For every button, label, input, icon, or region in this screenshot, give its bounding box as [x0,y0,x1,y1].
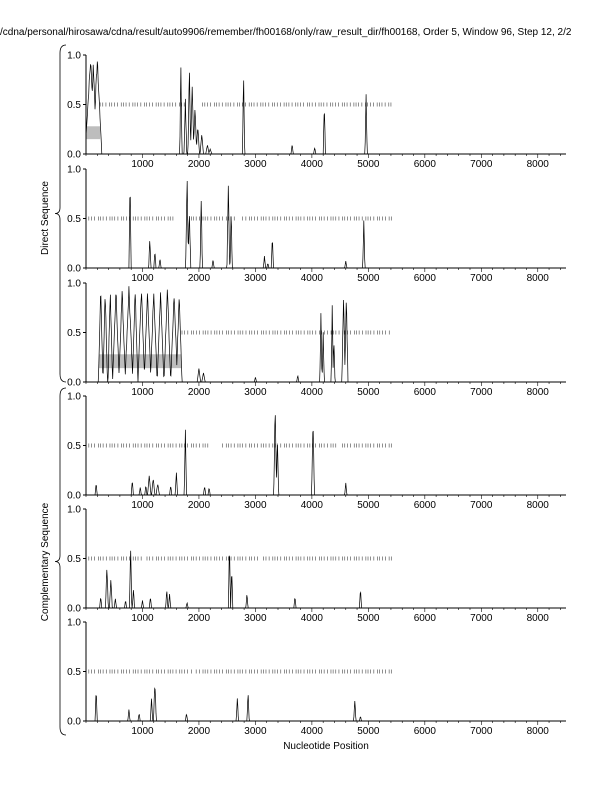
complementary-sequence-brace [55,388,66,735]
panel-2-x-tick-label: 4000 [300,273,324,284]
panel-3-x-tick-label: 8000 [526,387,549,398]
panel-5-x-tick-label: 5000 [357,613,380,624]
panel-4-x-tick-label: 1000 [131,500,154,511]
panel-6-y-tick-label: 0.0 [67,716,81,728]
panel-2-score-line [86,181,566,268]
panel-2-x-tick-label: 8000 [526,273,549,284]
panel-1-x-tick-label: 7000 [470,159,493,170]
panel-5-x-tick-label: 6000 [413,613,436,624]
chart-panels [67,51,566,738]
x-axis-label: Nucleotide Position [283,741,369,752]
panel-2-x-tick-label: 5000 [357,273,380,284]
panel-3-x-tick-label: 1000 [131,387,154,398]
group-braces [55,45,66,735]
panel-1 [67,51,566,171]
panel-1-band-1 [86,126,100,139]
panel-4 [67,392,566,512]
panel-5-x-tick-label: 1000 [131,613,154,624]
panel-4-y-tick-label: 1.0 [67,391,81,403]
panel-6-y-tick-label: 1.0 [67,617,81,629]
panel-1-x-tick-label: 8000 [526,159,549,170]
panel-6-score-line [86,689,566,722]
panel-5-y-tick-label: 0.5 [67,554,81,565]
panel-2-x-tick-label: 2000 [187,273,211,284]
panel-2-x-tick-label: 3000 [244,273,267,284]
panel-3-score-line [86,286,566,382]
panel-4-x-tick-label: 3000 [244,500,267,511]
panel-3-band-1 [99,354,181,368]
panel-5-x-tick-label: 2000 [187,613,211,624]
panel-1-y-tick-label: 1.0 [67,50,81,62]
panel-5-x-tick-label: 8000 [526,613,549,624]
panel-1-x-tick-label: 6000 [413,159,436,170]
panel-4-y-tick-label: 0.0 [67,490,81,502]
figure-title: /cdna/personal/hirosawa/cdna/result/auto9906/remember/fh00168/only/raw_result_dir/fh00168, Order 5, Window 96, Step 12, 2/2 [0,27,572,38]
panel-1-x-tick-label: 4000 [300,159,324,170]
complementary-sequence-label: Complementary Sequence [40,502,51,622]
panel-2-x-tick-label: 7000 [470,273,493,284]
panel-5-y-tick-label: 0.0 [67,603,81,615]
panel-2-x-tick-label: 6000 [413,273,436,284]
panel-2 [67,165,566,285]
panel-3-x-tick-label: 5000 [357,387,380,398]
panel-3-y-tick-label: 0.0 [67,377,81,389]
panel-1-y-tick-label: 0.0 [67,149,81,161]
direct-sequence-brace [55,45,66,382]
panel-4-y-tick-label: 0.5 [67,441,81,452]
panel-2-y-tick-label: 0.5 [67,214,81,225]
panel-6-x-tick-label: 1000 [131,726,154,737]
panel-1-x-tick-label: 1000 [131,159,154,170]
panel-5-x-tick-label: 4000 [300,613,324,624]
panel-6-x-tick-label: 2000 [187,726,211,737]
panel-3-y-tick-label: 1.0 [67,278,81,290]
panel-4-x-tick-label: 7000 [470,500,493,511]
panel-6-y-tick-label: 0.5 [67,667,81,678]
panel-3-x-tick-label: 3000 [244,387,267,398]
panel-6-x-tick-label: 6000 [413,726,436,737]
panel-4-score-line [86,415,566,495]
panel-3-x-tick-label: 7000 [470,387,493,398]
panel-3-x-tick-label: 6000 [413,387,436,398]
panel-5-x-tick-label: 3000 [244,613,267,624]
panel-5-y-tick-label: 1.0 [67,504,81,516]
panel-1-x-tick-label: 2000 [187,159,211,170]
panel-3-x-tick-label: 4000 [300,387,324,398]
panel-4-x-tick-label: 5000 [357,500,380,511]
panel-2-y-tick-label: 1.0 [67,164,81,176]
panel-5 [67,505,566,625]
panel-1-score-line [86,62,566,155]
panel-5-x-tick-label: 7000 [470,613,493,624]
panel-6 [67,618,566,738]
panel-6-x-tick-label: 4000 [300,726,324,737]
panel-6-x-tick-label: 3000 [244,726,267,737]
panel-4-x-tick-label: 4000 [300,500,324,511]
panel-2-y-tick-label: 0.0 [67,263,81,275]
panel-4-x-tick-label: 8000 [526,500,549,511]
panel-5-score-line [86,551,566,608]
panel-4-x-tick-label: 6000 [413,500,436,511]
panel-6-x-tick-label: 5000 [357,726,380,737]
panel-6-x-tick-label: 7000 [470,726,493,737]
direct-sequence-label: Direct Sequence [40,181,51,255]
panel-1-x-tick-label: 3000 [244,159,267,170]
panel-3-y-tick-label: 0.5 [67,328,81,339]
panel-6-x-tick-label: 8000 [526,726,549,737]
panel-1-x-tick-label: 5000 [357,159,380,170]
panel-3 [67,279,566,399]
panel-2-x-tick-label: 1000 [131,273,154,284]
panel-1-y-tick-label: 0.5 [67,100,81,111]
panel-4-x-tick-label: 2000 [187,500,211,511]
panel-3-x-tick-label: 2000 [187,387,211,398]
